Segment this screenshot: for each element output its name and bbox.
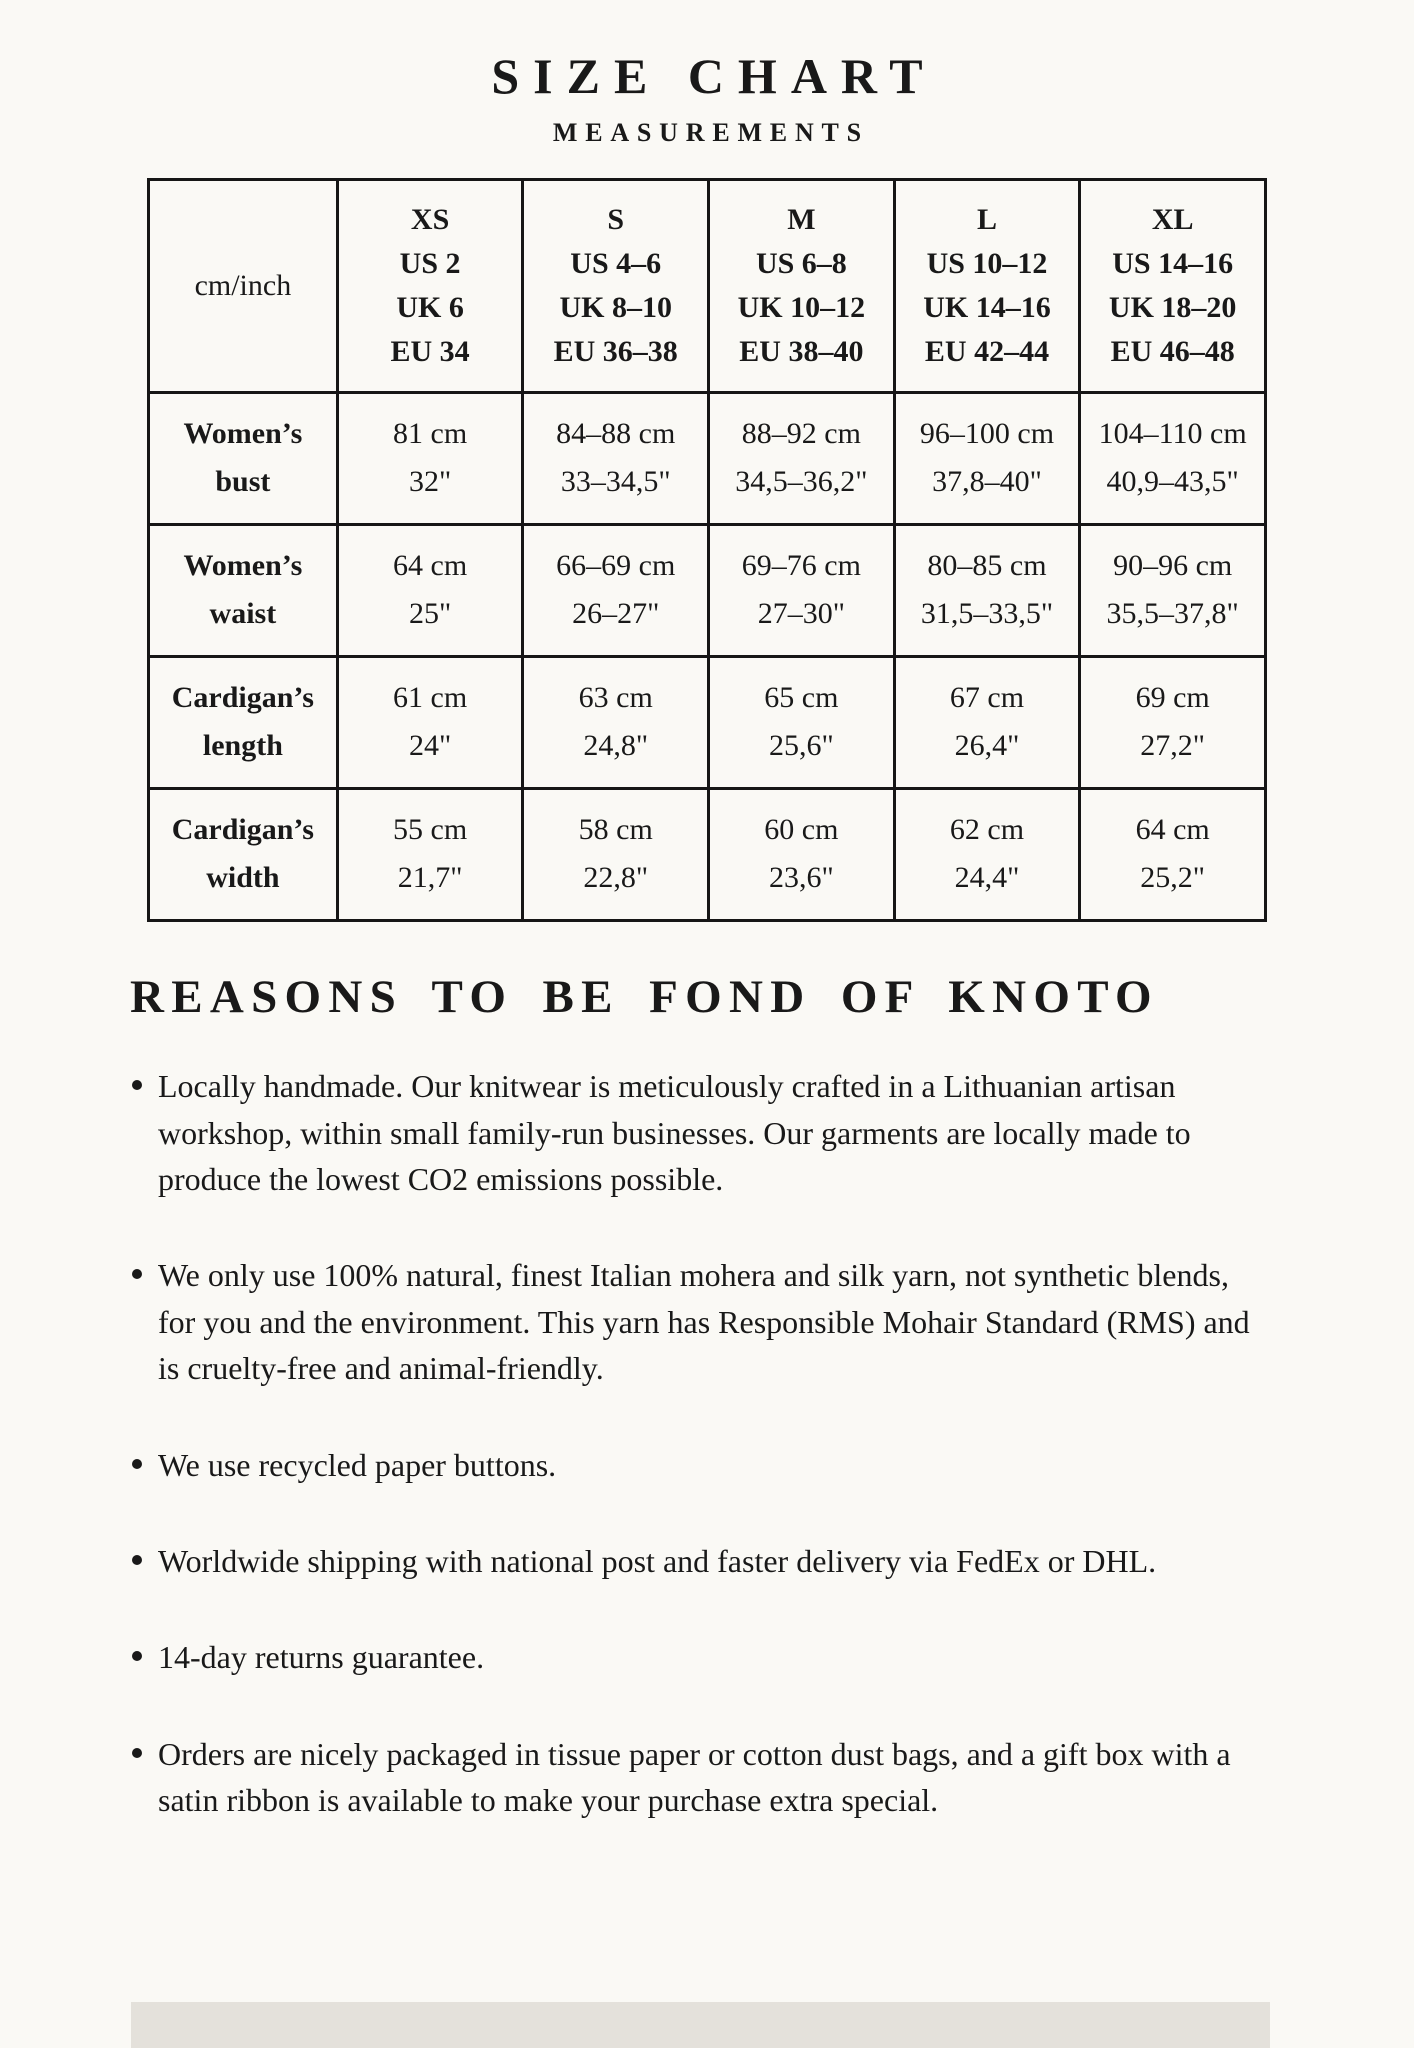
measurement-cell [1080,392,1266,524]
bullet-icon [132,1748,142,1758]
value-inch: 25,6" [768,729,834,762]
measurement-cell [894,788,1080,920]
size-column-header-l [894,179,1080,392]
page-title: SIZE CHART [491,48,937,104]
value-cm: 88–92 cm [741,417,861,450]
table-corner-cell [149,179,338,392]
size-uk: UK 14–16 [923,290,1051,324]
size-name: L [977,202,998,236]
size-name: XL [1151,202,1194,236]
measurement-cell [1080,656,1266,788]
page-subtitle: MEASUREMENTS [552,117,869,147]
reason-item [130,1538,1258,1584]
size-name: S [607,202,625,236]
size-name: XS [410,202,450,236]
value-cm: 80–85 cm [927,549,1047,582]
size-uk: UK 6 [396,290,464,324]
value-cm: 64 cm [393,549,468,582]
row-label: Cardigan’s width [149,788,338,920]
measurement-cell [337,788,523,920]
size-column-header-s [523,179,709,392]
reasons-heading: REASONS TO BE FOND OF KNOTO [130,970,1159,1023]
value-inch: 33–34,5" [560,465,671,498]
value-cm: 58 cm [578,813,653,846]
value-inch: 37,8–40" [932,465,1042,498]
value-cm: 81 cm [393,417,468,450]
measurement-cell [337,392,523,524]
size-eu: EU 42–44 [924,334,1050,368]
row-label: Women’s bust [149,392,338,524]
row-label: Women’s waist [149,524,338,656]
reason-text: Worldwide shipping with national post and faster delivery via FedEx or DHL. [158,1542,1157,1579]
value-inch: 25" [408,597,452,630]
reason-item [130,1634,1258,1680]
measurement-cell [523,392,709,524]
bullet-icon [132,1555,142,1565]
bullet-icon [132,1651,142,1661]
size-us: US 6–8 [755,246,847,280]
value-cm: 63 cm [578,681,653,714]
size-column-header-m [709,179,895,392]
measurement-cell [523,524,709,656]
size-name: M [787,202,816,236]
value-inch: 24,4" [954,861,1020,894]
bullet-icon [132,1459,142,1469]
bullet-icon [132,1269,142,1279]
value-inch: 24" [408,729,452,762]
value-cm: 67 cm [949,681,1025,714]
measurement-cell [894,524,1080,656]
value-cm: 66–69 cm [556,549,676,582]
corner-label: cm/inch [194,268,292,302]
value-inch: 26–27" [572,597,660,630]
value-cm: 84–88 cm [556,417,676,450]
measurement-cell [1080,788,1266,920]
value-cm: 55 cm [393,813,468,846]
value-cm: 64 cm [1135,813,1210,846]
value-cm: 69 cm [1135,681,1210,714]
reason-text: Locally handmade. Our knitwear is meticulously crafted in a Lithuanian artisan workshop, within small family-run businesses. Our garments are locally made to produce the lowest CO2 emissions possible. [158,1068,1191,1197]
measurement-cell [709,656,895,788]
measurement-cell [894,656,1080,788]
size-eu: EU 36–38 [553,334,678,368]
value-inch: 21,7" [397,861,463,894]
reason-item [130,1252,1258,1391]
value-cm: 69–76 cm [741,549,861,582]
value-inch: 34,5–36,2" [735,465,868,498]
value-inch: 26,4" [954,729,1020,762]
size-us: US 2 [399,246,461,280]
size-us: US 4–6 [570,246,662,280]
reason-item [130,1063,1258,1202]
reason-text: We use recycled paper buttons. [158,1446,557,1483]
value-inch: 31,5–33,5" [920,597,1054,630]
reason-text: 14-day returns guarantee. [158,1639,485,1676]
size-eu: EU 34 [390,334,470,368]
table-row-length [149,656,1266,788]
reason-text: Orders are nicely packaged in tissue paper or cotton dust bags, and a gift box with a satin ribbon is available to make your purchase extra special. [158,1735,1231,1819]
value-inch: 27,2" [1140,729,1206,762]
value-inch: 27–30" [757,597,845,630]
value-cm: 62 cm [949,813,1025,846]
measurement-cell [337,524,523,656]
table-header-row [149,179,1266,392]
value-inch: 23,6" [768,861,834,894]
row-label: Cardigan’s length [149,656,338,788]
measurement-cell [1080,524,1266,656]
value-cm: 104–110 cm [1098,417,1247,450]
bullet-icon [132,1080,142,1090]
size-uk: UK 10–12 [737,290,866,324]
value-cm: 61 cm [393,681,468,714]
size-us: US 14–16 [1112,246,1234,280]
measurement-cell [523,788,709,920]
reason-item [130,1731,1258,1824]
measurement-cell [709,788,895,920]
measurement-cell [337,656,523,788]
value-cm: 90–96 cm [1113,549,1233,582]
table-row-width [149,788,1266,920]
size-column-header-xl [1080,179,1266,392]
value-inch: 35,5–37,8" [1106,597,1239,630]
size-uk: UK 8–10 [559,290,672,324]
value-cm: 65 cm [764,681,839,714]
value-inch: 25,2" [1140,861,1206,894]
value-inch: 32" [408,465,452,498]
size-uk: UK 18–20 [1108,290,1237,324]
value-inch: 40,9–43,5" [1106,465,1239,498]
value-cm: 60 cm [764,813,839,846]
measurement-cell [523,656,709,788]
size-us: US 10–12 [926,246,1048,280]
measurement-cell [709,524,895,656]
size-table [147,178,1267,922]
size-chart-page [0,48,1414,1823]
table-row-bust [149,392,1266,524]
value-cm: 96–100 cm [919,417,1055,450]
size-eu: EU 38–40 [739,334,864,368]
reasons-list [0,1063,1414,1823]
value-inch: 22,8" [583,861,649,894]
reason-text: We only use 100% natural, finest Italian mohera and silk yarn, not synthetic blends, for you and the environment. This yarn has Responsible Mohair Standard (RMS) and is cruelty-free and animal-friendly. [158,1257,1250,1387]
table-row-waist [149,524,1266,656]
size-column-header-xs [337,179,523,392]
size-eu: EU 46–48 [1110,334,1235,368]
reason-item [130,1442,1258,1488]
footer-band [131,2002,1270,2048]
measurement-cell [709,392,895,524]
value-inch: 24,8" [583,729,649,762]
measurement-cell [894,392,1080,524]
